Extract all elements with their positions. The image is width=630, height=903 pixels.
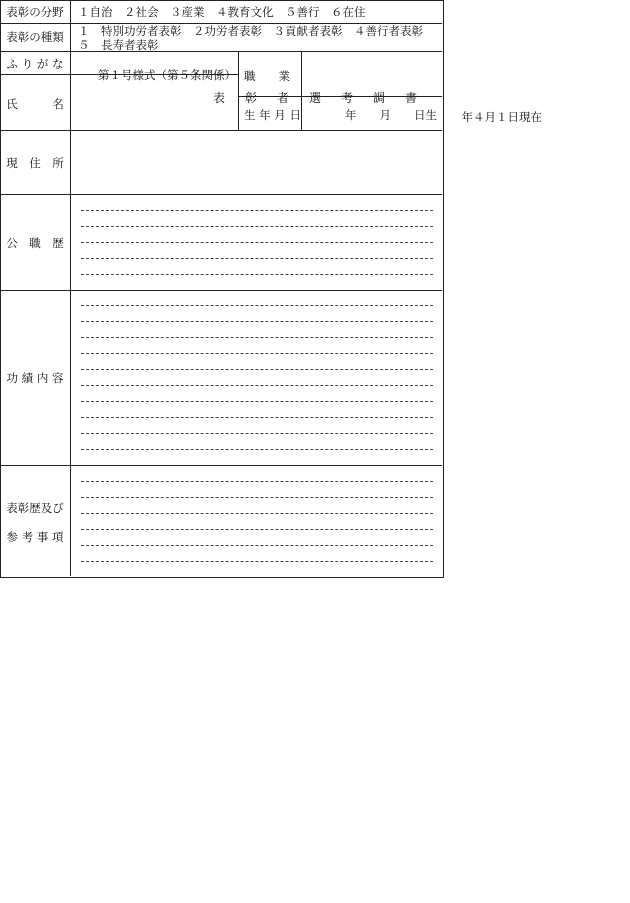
occupation-label: 職 業 [244, 69, 290, 83]
entry-line[interactable] [81, 529, 433, 530]
achievements-label: 功 績 内 容 [6, 371, 64, 385]
entry-line[interactable] [81, 210, 433, 211]
entry-line[interactable] [81, 337, 433, 338]
middle-divider [238, 51, 239, 130]
entry-line[interactable] [81, 369, 433, 370]
title-char: 調 [373, 91, 386, 105]
entry-line[interactable] [81, 561, 433, 562]
address-field[interactable] [78, 140, 434, 186]
furigana-label: ふ り が な [6, 57, 64, 71]
entry-line[interactable] [81, 401, 433, 402]
name-field[interactable] [78, 80, 232, 124]
entry-line[interactable] [81, 481, 433, 482]
row-line [238, 96, 442, 97]
as-of-date: 年４月１日現在 [461, 110, 542, 124]
occupation-field[interactable] [306, 56, 436, 92]
row-line [0, 290, 442, 291]
title-char: 表 [212, 91, 225, 105]
awards-label-line2: 参 考 事 項 [6, 530, 64, 544]
public-history-label: 公 職 歴 [6, 236, 64, 250]
row-line [0, 51, 442, 52]
value-divider [301, 51, 302, 130]
awards-label-line1: 表彰歴及び [6, 501, 64, 515]
row-line [0, 465, 442, 466]
entry-line[interactable] [81, 449, 433, 450]
name-label: 氏 名 [6, 97, 64, 111]
type-label: 表彰の種類 [6, 30, 64, 44]
field-options: １自治 ２社会 ３産業 ４教育文化 ５善行 ６在住 [78, 5, 366, 19]
row-line [0, 130, 442, 131]
title-char: 彰 [244, 91, 257, 105]
birthdate-label: 生 年 月 日 [244, 108, 301, 122]
entry-line[interactable] [81, 497, 433, 498]
entry-line[interactable] [81, 274, 433, 275]
title-char: 選 [308, 91, 321, 105]
entry-line[interactable] [81, 226, 433, 227]
title-char: 者 [276, 91, 289, 105]
entry-line[interactable] [81, 321, 433, 322]
address-label: 現 住 所 [6, 156, 64, 170]
furigana-field[interactable] [78, 56, 232, 72]
entry-line[interactable] [81, 385, 433, 386]
entry-line[interactable] [81, 258, 433, 259]
selection-form-table [0, 0, 444, 578]
title-char: 書 [405, 91, 418, 105]
title-char: 考 [341, 91, 354, 105]
entry-line[interactable] [81, 513, 433, 514]
entry-line[interactable] [81, 305, 433, 306]
entry-line[interactable] [81, 417, 433, 418]
entry-line[interactable] [81, 242, 433, 243]
entry-line[interactable] [81, 353, 433, 354]
entry-line[interactable] [81, 433, 433, 434]
type-options-line1: １ 特別功労者表彰 ２功労者表彰 ３貢献者表彰 ４善行者表彰 [78, 24, 423, 38]
row-line [0, 74, 238, 75]
field-label: 表彰の分野 [6, 5, 64, 19]
type-options-line2: ５ 長寿者表彰 [78, 38, 159, 52]
row-line [0, 194, 442, 195]
birthdate-field[interactable]: 年 月 日生 [345, 108, 437, 122]
entry-line[interactable] [81, 545, 433, 546]
label-column-divider [70, 0, 71, 576]
form-number: 第１号様式（第５条関係） [98, 68, 236, 82]
